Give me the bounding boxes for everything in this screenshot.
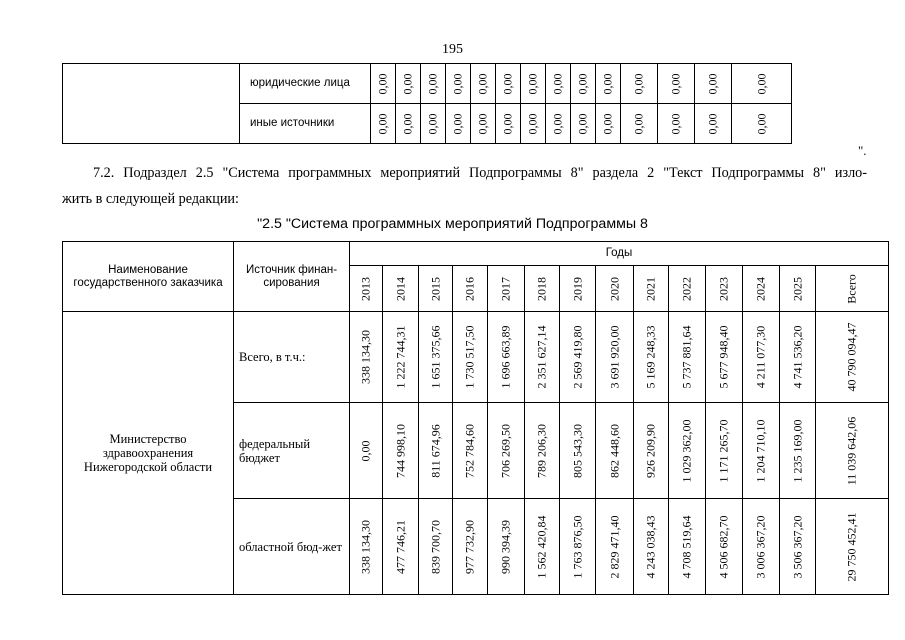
top-value-cell-text: 0,00	[668, 113, 683, 134]
year-header-cell-text: Всего	[844, 273, 859, 304]
top-value-cell-text: 0,00	[631, 113, 646, 134]
year-header-cell-text: 2024	[753, 276, 768, 301]
funding-source-cell: федеральный бюджет	[234, 403, 350, 499]
top-value-cell	[421, 64, 446, 104]
year-header-cell-text: 2019	[570, 276, 584, 301]
amount-cell-text: 2 569 419,80	[570, 325, 584, 389]
year-header-cell	[634, 266, 669, 312]
funding-source-cell: Всего, в т.ч.:	[234, 312, 350, 403]
amount-cell-text: 990 394,39	[498, 519, 513, 574]
header-customer: Наименование государственного заказчика	[63, 242, 234, 312]
amount-cell	[669, 312, 706, 403]
amount-cell	[596, 312, 634, 403]
top-value-cell-text: 0,00	[668, 73, 683, 94]
year-header-cell-text: 2016	[462, 276, 477, 301]
year-header-cell	[780, 266, 816, 312]
top-value-cell	[421, 104, 446, 144]
top-value-cell-text: 0,00	[475, 73, 490, 94]
top-value-cell	[446, 104, 471, 144]
top-value-cell-text: 0,00	[525, 113, 540, 134]
top-value-cell	[732, 64, 792, 104]
year-header-cell-text: 2025	[790, 276, 804, 301]
amount-cell	[383, 312, 419, 403]
amount-cell	[669, 403, 706, 499]
amount-cell-text: 4 211 077,30	[753, 325, 768, 389]
year-header-cell	[669, 266, 706, 312]
year-header-cell-text: 2020	[607, 276, 621, 301]
amount-cell	[383, 499, 419, 595]
amount-cell-text: 477 746,21	[393, 519, 407, 574]
top-value-cell	[446, 64, 471, 104]
amount-cell	[669, 499, 706, 595]
amount-cell	[634, 499, 669, 595]
amount-cell-text: 4 741 536,20	[790, 325, 804, 389]
top-value-cell	[471, 64, 496, 104]
amount-cell	[743, 499, 780, 595]
amount-cell	[453, 403, 488, 499]
customer-cell: Министерство здравоохранения Нижегородской области	[63, 312, 234, 595]
top-value-cell	[521, 64, 546, 104]
amount-cell-text: 744 998,10	[393, 423, 407, 478]
amount-cell	[596, 403, 634, 499]
amount-cell-text: 1 696 663,89	[498, 325, 513, 389]
top-value-cell-text: 0,00	[754, 73, 768, 94]
amount-cell	[816, 499, 889, 595]
amount-cell-text: 0,00	[358, 440, 373, 461]
amount-cell	[560, 403, 596, 499]
top-table-row	[63, 64, 792, 104]
page-number: 195	[442, 42, 463, 57]
top-value-cell	[546, 104, 571, 144]
amount-cell	[453, 312, 488, 403]
amount-cell	[525, 403, 560, 499]
amount-cell-text: 11 039 642,06	[844, 416, 859, 485]
year-header-cell	[419, 266, 453, 312]
top-value-cell	[546, 64, 571, 104]
amount-cell	[453, 499, 488, 595]
amount-cell-text: 3 506 367,20	[790, 515, 804, 578]
amount-cell	[488, 499, 525, 595]
year-header-cell	[383, 266, 419, 312]
amount-cell	[419, 403, 453, 499]
top-value-cell-text: 0,00	[631, 73, 646, 94]
top-row-label: юридические лица	[240, 64, 371, 104]
top-value-cell-text: 0,00	[600, 73, 615, 94]
program-activities-table	[62, 241, 889, 595]
top-value-cell	[596, 104, 621, 144]
amount-cell-text: 805 543,30	[570, 423, 584, 478]
year-header-cell	[488, 266, 525, 312]
top-value-cell-text: 0,00	[525, 73, 540, 94]
amount-cell	[706, 499, 743, 595]
amount-cell-text: 1 562 420,84	[534, 515, 549, 578]
amount-cell	[488, 312, 525, 403]
top-value-cell	[596, 64, 621, 104]
amount-cell	[350, 499, 383, 595]
top-value-cell-text: 0,00	[375, 73, 390, 94]
amount-cell	[780, 499, 816, 595]
top-value-cell-text: 0,00	[450, 73, 465, 94]
top-value-cell	[371, 64, 396, 104]
amount-cell	[350, 312, 383, 403]
amount-cell	[816, 312, 889, 403]
year-header-cell-text: 2022	[679, 276, 694, 301]
top-value-cell-text: 0,00	[450, 113, 465, 134]
amount-cell-text: 839 700,70	[428, 519, 442, 574]
amount-cell-text: 338 134,30	[358, 519, 373, 574]
amount-cell-text: 1 204 710,10	[753, 419, 768, 482]
amount-cell-text: 706 269,50	[498, 423, 513, 478]
top-value-cell-text: 0,00	[400, 73, 415, 94]
header-source: Источник финан-сирования	[234, 242, 350, 312]
amount-cell-text: 4 243 038,43	[643, 515, 658, 578]
amount-cell	[419, 499, 453, 595]
amount-cell-text: 29 750 452,41	[844, 512, 859, 581]
amount-cell	[419, 312, 453, 403]
top-value-cell	[571, 104, 596, 144]
top-value-cell	[371, 104, 396, 144]
year-header-cell-text: 2013	[358, 276, 373, 301]
amount-cell	[743, 312, 780, 403]
empty-customer-cell	[63, 64, 240, 144]
top-value-cell-text: 0,00	[475, 113, 490, 134]
amount-cell-text: 977 732,90	[462, 519, 477, 574]
amount-cell	[816, 403, 889, 499]
amount-cell-text: 5 169 248,33	[643, 325, 658, 389]
top-value-cell	[521, 104, 546, 144]
amount-cell-text: 5 737 881,64	[679, 325, 694, 389]
year-header-cell	[706, 266, 743, 312]
amount-cell	[634, 403, 669, 499]
amount-cell	[780, 403, 816, 499]
amount-cell-text: 1 763 876,50	[570, 515, 584, 578]
top-value-cell-text: 0,00	[375, 113, 390, 134]
top-value-cell	[621, 64, 658, 104]
amount-cell-text: 3 006 367,20	[753, 515, 768, 578]
top-value-cell-text: 0,00	[425, 113, 440, 134]
amount-cell	[525, 312, 560, 403]
amount-cell-text: 4 708 519,64	[679, 515, 694, 578]
amount-cell-text: 4 506 682,70	[716, 515, 731, 578]
top-value-cell	[732, 104, 792, 144]
top-value-cell-text: 0,00	[550, 73, 565, 94]
table-row	[63, 312, 889, 403]
top-value-cell-text: 0,00	[705, 113, 720, 134]
top-value-cell	[396, 104, 421, 144]
header-years: Годы	[350, 242, 889, 266]
top-value-cell	[496, 64, 521, 104]
top-value-cell	[471, 104, 496, 144]
amount-cell-text: 1 029 362,00	[679, 419, 694, 482]
closing-quote: ".	[858, 143, 867, 158]
year-header-cell-text: 2015	[428, 276, 442, 301]
amount-cell-text: 1 222 744,31	[393, 325, 407, 389]
amount-cell-text: 926 209,90	[643, 423, 658, 478]
top-value-cell-text: 0,00	[575, 113, 590, 134]
section-subtitle: "2.5 "Система программных мероприятий Подпрограммы 8	[257, 216, 648, 232]
top-value-cell-text: 0,00	[550, 113, 565, 134]
paragraph-line-1: 7.2. Подраздел 2.5 "Система программных мероприятий Подпрограммы 8" раздела 2 "Текст Подпрограммы 8" изло-	[93, 165, 867, 181]
amount-cell-text: 5 677 948,40	[716, 325, 731, 389]
top-value-cell	[658, 64, 695, 104]
amount-cell	[780, 312, 816, 403]
amount-cell	[525, 499, 560, 595]
amount-cell-text: 2 829 471,40	[607, 515, 621, 578]
year-header-cell-text: 2014	[393, 276, 407, 301]
top-value-cell	[496, 104, 521, 144]
amount-cell	[743, 403, 780, 499]
amount-cell-text: 338 134,30	[358, 330, 373, 384]
top-value-cell	[695, 64, 732, 104]
top-value-cell-text: 0,00	[575, 73, 590, 94]
top-value-cell	[396, 64, 421, 104]
amount-cell-text: 811 674,96	[428, 423, 442, 478]
year-header-cell-text: 2018	[534, 276, 549, 301]
amount-cell-text: 3 691 920,00	[607, 325, 621, 389]
paragraph-line-2: жить в следующей редакции:	[62, 191, 239, 207]
amount-cell-text: 1 235 169,00	[790, 419, 804, 482]
year-header-cell	[525, 266, 560, 312]
amount-cell-text: 1 171 265,70	[716, 419, 731, 482]
year-header-cell-text: 2017	[498, 276, 513, 301]
top-value-cell-text: 0,00	[705, 73, 720, 94]
top-value-cell	[695, 104, 732, 144]
year-header-cell	[350, 266, 383, 312]
top-value-cell	[658, 104, 695, 144]
top-value-cell	[571, 64, 596, 104]
amount-cell-text: 1 730 517,50	[462, 325, 477, 389]
year-header-cell-text: 2021	[643, 276, 658, 301]
amount-cell-text: 862 448,60	[607, 423, 621, 478]
top-table-continuation	[62, 63, 792, 144]
amount-cell	[488, 403, 525, 499]
amount-cell	[596, 499, 634, 595]
year-header-cell	[743, 266, 780, 312]
top-value-cell-text: 0,00	[754, 113, 768, 134]
amount-cell-text: 40 790 094,47	[844, 322, 859, 392]
amount-cell	[560, 312, 596, 403]
funding-source-cell: областной бюд-жет	[234, 499, 350, 595]
amount-cell-text: 789 206,30	[534, 423, 549, 478]
amount-cell	[350, 403, 383, 499]
top-value-cell-text: 0,00	[500, 73, 515, 94]
top-value-cell-text: 0,00	[400, 113, 415, 134]
amount-cell	[560, 499, 596, 595]
year-header-cell	[596, 266, 634, 312]
amount-cell	[383, 403, 419, 499]
top-value-cell-text: 0,00	[600, 113, 615, 134]
top-row-label: иные источники	[240, 104, 371, 144]
year-header-cell	[560, 266, 596, 312]
year-header-cell	[816, 266, 889, 312]
top-value-cell-text: 0,00	[425, 73, 440, 94]
amount-cell	[706, 403, 743, 499]
amount-cell	[706, 312, 743, 403]
top-value-cell	[621, 104, 658, 144]
top-value-cell-text: 0,00	[500, 113, 515, 134]
amount-cell-text: 1 651 375,66	[428, 325, 442, 389]
amount-cell-text: 752 784,60	[462, 423, 477, 478]
amount-cell	[634, 312, 669, 403]
year-header-cell-text: 2023	[716, 276, 731, 301]
year-header-cell	[453, 266, 488, 312]
amount-cell-text: 2 351 627,14	[534, 325, 549, 389]
